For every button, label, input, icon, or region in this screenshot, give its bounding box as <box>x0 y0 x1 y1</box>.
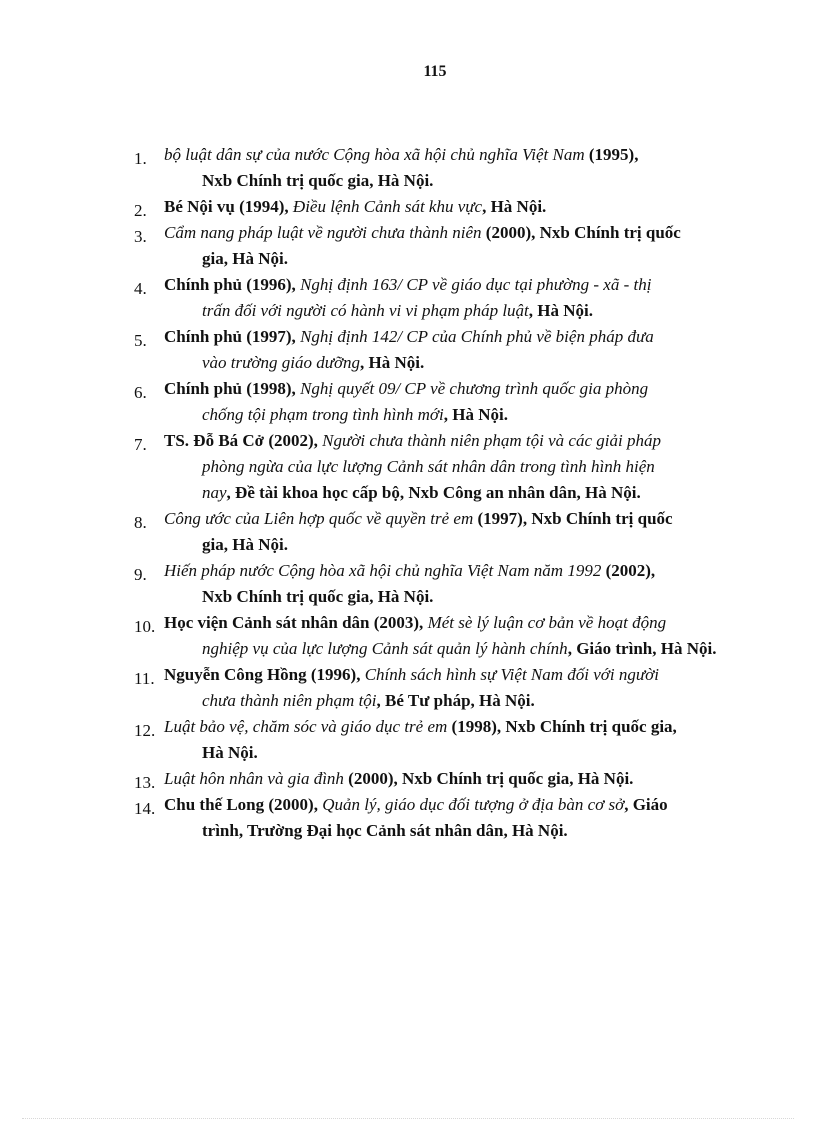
reference-line-continued <box>164 402 740 428</box>
reference-item <box>134 766 740 792</box>
reference-title-italic: trấn đối với người có hành vi vi phạm pháp luật <box>202 301 529 320</box>
reference-line-continued <box>164 740 740 766</box>
reference-item <box>134 194 740 220</box>
reference-text-bold: gia, Hà Nội. <box>202 249 288 268</box>
reference-line-continued <box>164 818 740 844</box>
reference-title-italic: Quản lý, giáo dục đối tượng ở địa bàn cơ sở <box>322 795 625 814</box>
reference-line-continued <box>164 636 740 662</box>
reference-line <box>164 792 740 818</box>
reference-title-italic: Chính sách hình sự Việt Nam đối với người <box>364 665 659 684</box>
reference-text-bold: (2000), Nxb Chính trị quốc gia, Hà Nội. <box>343 769 634 788</box>
reference-line-continued <box>164 246 740 272</box>
reference-title-italic: nghiệp vụ của lực lượng Cảnh sát quản lý hành chính <box>202 639 568 658</box>
reference-title-italic: nay <box>202 483 227 502</box>
reference-number: 7. <box>134 435 147 454</box>
reference-text-bold: Học viện Cảnh sát nhân dân (2003), <box>164 613 428 632</box>
reference-text-bold: , Giáo <box>624 795 668 814</box>
reference-title-italic: Điều lệnh Cảnh sát khu vực <box>292 197 483 216</box>
reference-line <box>164 272 740 298</box>
reference-text-bold: Chu thế Long (2000), <box>164 795 323 814</box>
reference-number: 12. <box>134 721 156 740</box>
reference-title-italic: Mét sè lý luận cơ bản về hoạt động <box>427 613 667 632</box>
reference-item <box>134 220 740 272</box>
reference-title-italic: Luật bảo vệ, chăm sóc và giáo dục trẻ em <box>164 717 448 736</box>
reference-text-bold: Nxb Chính trị quốc gia, Hà Nội. <box>202 587 434 606</box>
reference-text-bold: Hà Nội. <box>202 743 258 762</box>
reference-title-italic: Nghị định 163/ CP về giáo dục tại phường - xã - thị <box>300 275 652 294</box>
reference-text-bold: Nguyễn Công Hồng (1996), <box>164 665 365 684</box>
reference-title-italic: bộ luật dân sự của nước Cộng hòa xã hội chủ nghĩa Việt Nam <box>164 145 585 164</box>
reference-item <box>134 142 740 194</box>
reference-line-continued <box>164 454 740 480</box>
reference-text-bold: trình, Trường Đại học Cảnh sát nhân dân, Hà Nội. <box>202 821 568 840</box>
reference-number: 9. <box>134 565 147 584</box>
reference-text-bold: (1997), Nxb Chính trị quốc <box>473 509 673 528</box>
reference-number: 11. <box>134 669 155 688</box>
reference-text-bold: Chính phủ (1996), <box>164 275 301 294</box>
reference-number: 3. <box>134 227 147 246</box>
reference-item <box>134 324 740 376</box>
reference-item <box>134 714 740 766</box>
reference-line <box>164 714 740 740</box>
reference-line <box>164 220 740 246</box>
reference-line <box>164 506 740 532</box>
reference-line <box>164 428 740 454</box>
reference-title-italic: phòng ngừa của lực lượng Cảnh sát nhân dân trong tình hình hiện <box>202 457 655 476</box>
reference-text-bold: TS. Đỗ Bá Cở (2002), <box>164 431 323 450</box>
reference-text-bold: (1998), Nxb Chính trị quốc gia, <box>447 717 677 736</box>
reference-line <box>164 610 740 636</box>
reference-number: 4. <box>134 279 147 298</box>
reference-title-italic: Cẩm nang pháp luật về người chưa thành niên <box>164 223 482 242</box>
reference-line-continued <box>164 688 740 714</box>
reference-text-bold: , Hà Nội. <box>482 197 547 216</box>
reference-title-italic: chống tội phạm trong tình hình mới <box>202 405 444 424</box>
reference-text-bold: Chính phủ (1997), <box>164 327 301 346</box>
reference-title-italic: Nghị định 142/ CP của Chính phủ về biện pháp đưa <box>300 327 654 346</box>
reference-line-continued <box>164 350 740 376</box>
reference-item <box>134 558 740 610</box>
reference-number: 6. <box>134 383 147 402</box>
reference-text-bold: , Giáo trình, Hà Nội. <box>567 639 717 658</box>
reference-text-bold: (1995), <box>584 145 639 164</box>
reference-text-bold: , Bé Tư pháp, Hà Nội. <box>376 691 535 710</box>
reference-number: 14. <box>134 799 156 818</box>
reference-line <box>164 558 740 584</box>
page-bottom-divider <box>22 1118 794 1119</box>
reference-title-italic: Nghị quyết 09/ CP về chương trình quốc gia phòng <box>300 379 649 398</box>
reference-title-italic: Hiến pháp nước Cộng hòa xã hội chủ nghĩa Việt Nam năm 1992 <box>164 561 602 580</box>
reference-title-italic: vào trường giáo dưỡng <box>202 353 361 372</box>
reference-item <box>134 428 740 506</box>
reference-item <box>134 662 740 714</box>
reference-text-bold: , Hà Nội. <box>443 405 508 424</box>
reference-text-bold: gia, Hà Nội. <box>202 535 288 554</box>
reference-number: 1. <box>134 149 147 168</box>
reference-item <box>134 792 740 844</box>
reference-line <box>164 662 740 688</box>
reference-line <box>164 194 740 220</box>
reference-item <box>134 376 740 428</box>
reference-item <box>134 506 740 558</box>
reference-text-bold: Bé Nội vụ (1994), <box>164 197 293 216</box>
reference-line-continued <box>164 584 740 610</box>
reference-line-continued <box>164 480 740 506</box>
reference-number: 13. <box>134 773 156 792</box>
reference-number: 5. <box>134 331 147 350</box>
reference-text-bold: , Hà Nội. <box>360 353 425 372</box>
reference-text-bold: Nxb Chính trị quốc gia, Hà Nội. <box>202 171 434 190</box>
reference-line <box>164 766 740 792</box>
reference-line-continued <box>164 532 740 558</box>
reference-text-bold: Chính phủ (1998), <box>164 379 301 398</box>
reference-number: 10. <box>134 617 156 636</box>
reference-line-continued <box>164 298 740 324</box>
reference-line <box>164 376 740 402</box>
reference-title-italic: chưa thành niên phạm tội <box>202 691 377 710</box>
reference-text-bold: (2002), <box>601 561 656 580</box>
reference-title-italic: Người chưa thành niên phạm tội và các giải pháp <box>322 431 661 450</box>
reference-title-italic: Luật hôn nhân và gia đình <box>164 769 344 788</box>
reference-number: 2. <box>134 201 147 220</box>
reference-line <box>164 324 740 350</box>
reference-title-italic: Công ước của Liên hợp quốc về quyền trẻ em <box>164 509 474 528</box>
reference-list <box>134 142 740 844</box>
page-number: 115 <box>423 63 447 80</box>
reference-text-bold: (2000), Nxb Chính trị quốc <box>481 223 681 242</box>
reference-text-bold: , Đề tài khoa học cấp bộ, Nxb Công an nhân dân, Hà Nội. <box>226 483 641 502</box>
reference-number: 8. <box>134 513 147 532</box>
reference-item <box>134 272 740 324</box>
reference-text-bold: , Hà Nội. <box>528 301 594 320</box>
reference-item <box>134 610 740 662</box>
reference-line <box>164 142 740 168</box>
reference-line-continued <box>164 168 740 194</box>
